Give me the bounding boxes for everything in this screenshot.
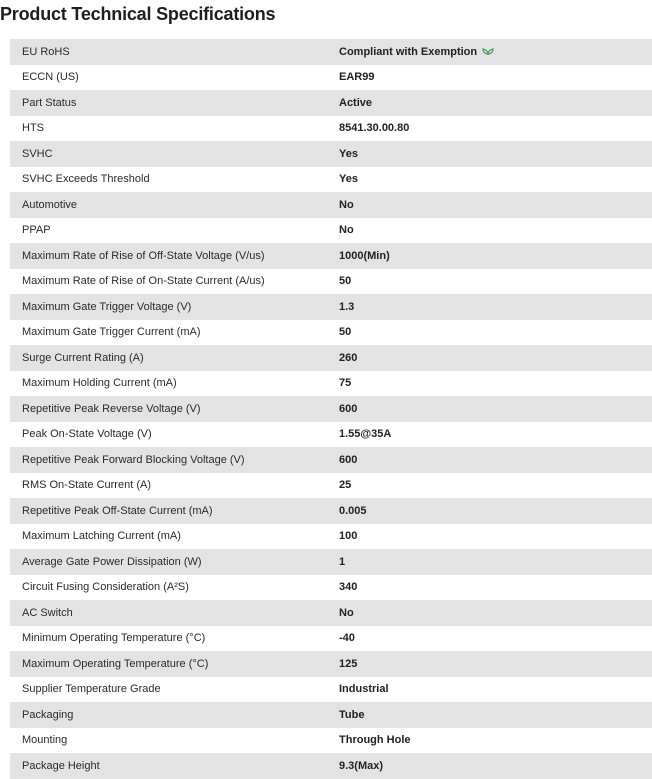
spec-value [339, 167, 652, 193]
spec-name: SVHC Exceeds Threshold [10, 167, 339, 193]
spec-name: Maximum Rate of Rise of Off-State Voltage (V/us) [10, 243, 339, 269]
spec-value [339, 447, 652, 473]
spec-name: Maximum Operating Temperature (°C) [10, 651, 339, 677]
spec-value-text: No [339, 198, 354, 211]
spec-value-text: Tube [339, 708, 365, 721]
spec-value [339, 269, 652, 295]
spec-value [339, 90, 652, 116]
spec-table [10, 39, 652, 779]
spec-value [339, 320, 652, 346]
spec-value [339, 702, 652, 728]
table-row [10, 753, 652, 779]
spec-name: RMS On-State Current (A) [10, 473, 339, 499]
spec-value-text: 8541.30.00.80 [339, 122, 410, 135]
spec-name: Part Status [10, 90, 339, 116]
table-row [10, 702, 652, 728]
table-row [10, 626, 652, 652]
spec-value [339, 498, 652, 524]
table-row [10, 728, 652, 754]
spec-name: Repetitive Peak Forward Blocking Voltage (V) [10, 447, 339, 473]
table-row [10, 371, 652, 397]
spec-value-text: Industrial [339, 683, 389, 696]
spec-value-text: 1 [339, 555, 346, 568]
spec-name: AC Switch [10, 600, 339, 626]
table-row [10, 192, 652, 218]
spec-name: Automotive [10, 192, 339, 218]
spec-name: Repetitive Peak Reverse Voltage (V) [10, 396, 339, 422]
spec-name: Average Gate Power Dissipation (W) [10, 549, 339, 575]
spec-value-text: 600 [339, 402, 358, 415]
spec-value [339, 396, 652, 422]
spec-value-text: 1.55@35A [339, 428, 392, 441]
table-row [10, 90, 652, 116]
spec-value-text: 25 [339, 479, 352, 492]
spec-value-text: 600 [339, 453, 358, 466]
spec-value [339, 549, 652, 575]
spec-value [339, 243, 652, 269]
table-row [10, 677, 652, 703]
spec-value [339, 677, 652, 703]
spec-name: Peak On-State Voltage (V) [10, 422, 339, 448]
spec-value-text: 9.3(Max) [339, 759, 384, 772]
spec-name: Minimum Operating Temperature (°C) [10, 626, 339, 652]
spec-value-text: Yes [339, 147, 358, 160]
table-row [10, 39, 652, 65]
spec-value-text: 100 [339, 530, 358, 543]
table-row [10, 524, 652, 550]
spec-name: Maximum Rate of Rise of On-State Current (A/us) [10, 269, 339, 295]
spec-value-text: Active [339, 96, 373, 109]
spec-value-text: 50 [339, 275, 352, 288]
spec-value-text: Compliant with Exemption [339, 45, 478, 58]
spec-name: Packaging [10, 702, 339, 728]
table-row [10, 498, 652, 524]
spec-name: Supplier Temperature Grade [10, 677, 339, 703]
spec-value-text: 1.3 [339, 300, 355, 313]
spec-value-text: 125 [339, 657, 358, 670]
spec-name: Maximum Holding Current (mA) [10, 371, 339, 397]
spec-value-text: -40 [339, 632, 355, 645]
spec-name: Mounting [10, 728, 339, 754]
table-row [10, 218, 652, 244]
spec-value [339, 753, 652, 779]
spec-name: Repetitive Peak Off-State Current (mA) [10, 498, 339, 524]
table-row [10, 575, 652, 601]
spec-name: Circuit Fusing Consideration (A²S) [10, 575, 339, 601]
spec-value-text: Yes [339, 173, 358, 186]
spec-name: SVHC [10, 141, 339, 167]
spec-name: HTS [10, 116, 339, 142]
spec-value-text: 260 [339, 351, 358, 364]
table-row [10, 600, 652, 626]
table-row [10, 473, 652, 499]
spec-name: Maximum Gate Trigger Voltage (V) [10, 294, 339, 320]
spec-value [339, 116, 652, 142]
table-row [10, 269, 652, 295]
spec-value-text: 75 [339, 377, 352, 390]
table-row [10, 141, 652, 167]
page-title: Product Technical Specifications [0, 4, 276, 24]
spec-value [339, 294, 652, 320]
spec-value [339, 728, 652, 754]
table-row [10, 65, 652, 91]
spec-value [339, 422, 652, 448]
table-row [10, 243, 652, 269]
spec-value-text: No [339, 224, 354, 237]
spec-value [339, 39, 652, 65]
spec-value [339, 192, 652, 218]
spec-value-text: 340 [339, 581, 358, 594]
spec-value [339, 65, 652, 91]
spec-value-text: 1000(Min) [339, 249, 390, 262]
spec-value [339, 473, 652, 499]
table-row [10, 447, 652, 473]
table-row [10, 396, 652, 422]
spec-value [339, 575, 652, 601]
spec-value [339, 141, 652, 167]
spec-name: Maximum Gate Trigger Current (mA) [10, 320, 339, 346]
spec-value [339, 600, 652, 626]
spec-value-text: 50 [339, 326, 352, 339]
table-row [10, 167, 652, 193]
spec-value [339, 626, 652, 652]
spec-name: Surge Current Rating (A) [10, 345, 339, 371]
spec-name: EU RoHS [10, 39, 339, 65]
table-row [10, 320, 652, 346]
spec-value-text: 0.005 [339, 504, 367, 517]
spec-value [339, 345, 652, 371]
spec-value [339, 524, 652, 550]
spec-table-body [10, 39, 652, 779]
table-row [10, 116, 652, 142]
table-row [10, 422, 652, 448]
table-row [10, 651, 652, 677]
spec-value [339, 218, 652, 244]
table-row [10, 549, 652, 575]
spec-name: ECCN (US) [10, 65, 339, 91]
spec-name: Maximum Latching Current (mA) [10, 524, 339, 550]
spec-value [339, 371, 652, 397]
spec-value-text: EAR99 [339, 71, 375, 84]
table-row [10, 345, 652, 371]
spec-name: Package Height [10, 753, 339, 779]
spec-name: PPAP [10, 218, 339, 244]
leaf-icon [482, 46, 494, 56]
table-row [10, 294, 652, 320]
spec-value-text: Through Hole [339, 734, 411, 747]
spec-value [339, 651, 652, 677]
spec-value-text: No [339, 606, 354, 619]
